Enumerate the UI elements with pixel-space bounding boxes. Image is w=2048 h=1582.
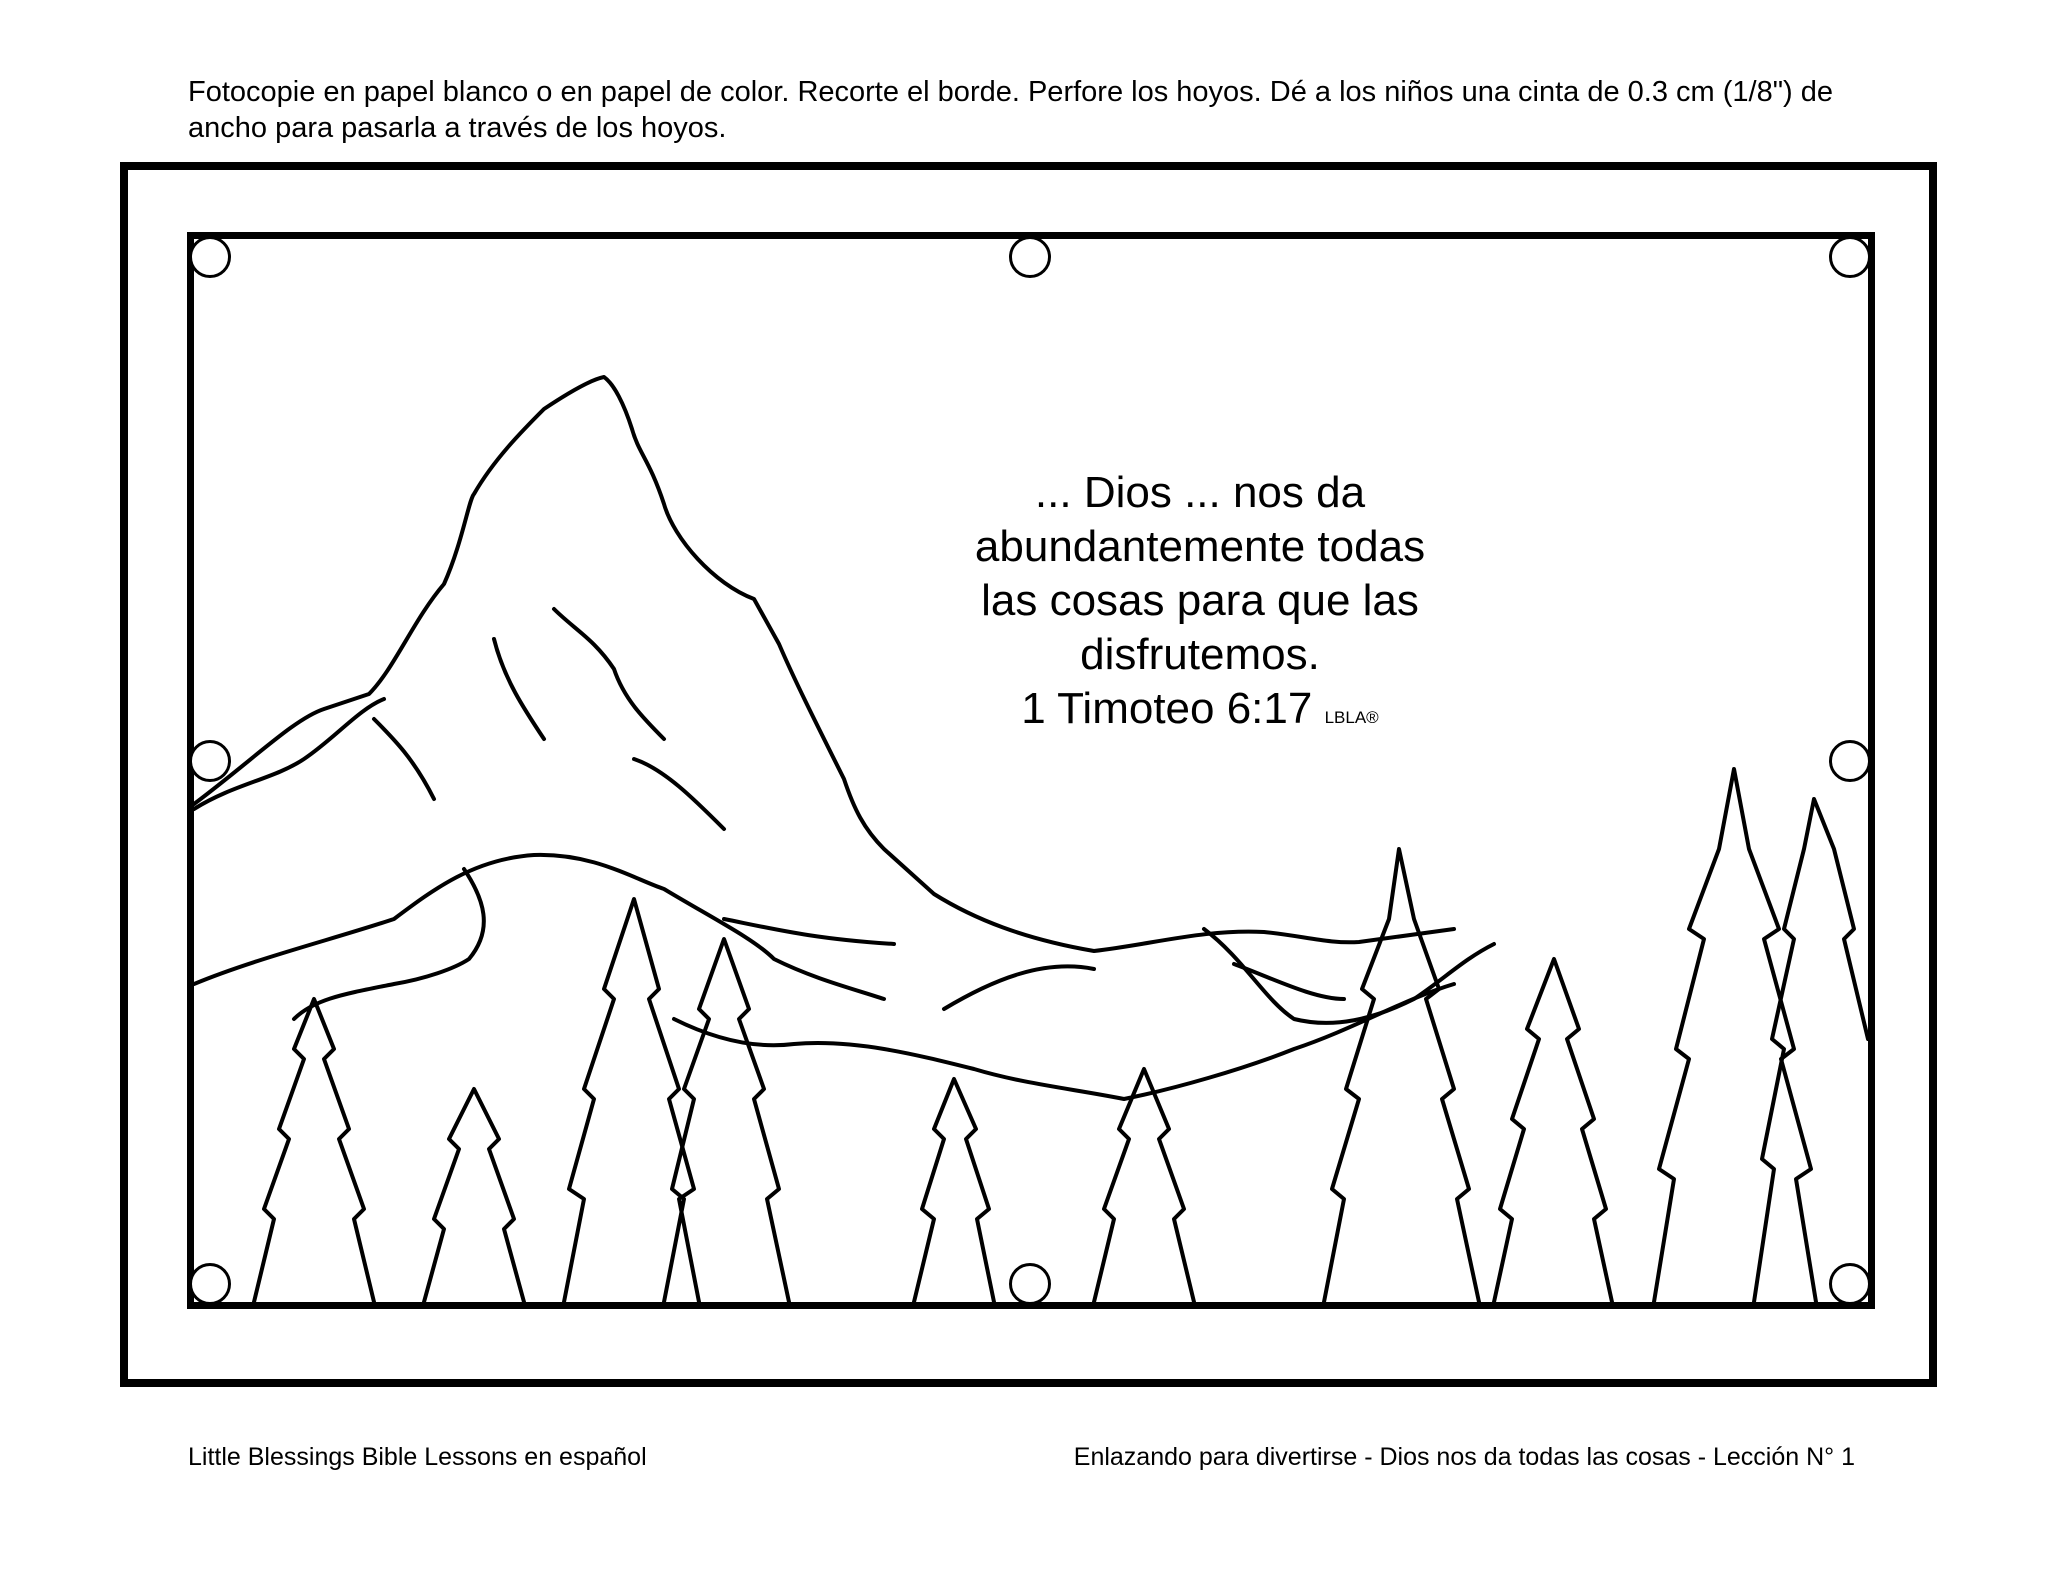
verse-line: abundantemente todas xyxy=(974,522,1426,571)
snow-streak-1 xyxy=(554,609,664,739)
verse-line: las cosas para que las xyxy=(981,576,1419,625)
coloring-frame xyxy=(187,232,1875,1309)
lacing-hole-bottom-left xyxy=(189,1263,231,1305)
lacing-hole-middle-left xyxy=(189,740,231,782)
lacing-hole-middle-right xyxy=(1829,740,1871,782)
snow-streak-2 xyxy=(494,639,544,739)
tree-right xyxy=(1324,849,1479,1302)
verse-reference: 1 Timoteo 6:17 xyxy=(1021,684,1313,733)
lacing-hole-bottom-right xyxy=(1829,1263,1871,1305)
lacing-hole-bottom-center xyxy=(1009,1263,1051,1305)
lower-hill xyxy=(194,855,884,999)
lacing-hole-top-right xyxy=(1829,236,1871,278)
tree-edge-right xyxy=(1754,799,1868,1302)
lacing-hole-top-left xyxy=(189,236,231,278)
tree-center xyxy=(664,939,789,1302)
tree-far-left xyxy=(254,999,374,1302)
instructions-text: Fotocopie en papel blanco o en papel de color. Recorte el borde. Perfore los hoyos. Dé a los niños una cinta de 0.3 cm (1/8") de ancho para pasarla a través de los hoyos. xyxy=(188,76,1833,144)
verse-reference-line xyxy=(900,682,1500,745)
snow-streak-6 xyxy=(944,966,1094,1009)
verse-line: ... Dios ... nos da xyxy=(1034,468,1366,517)
footer-lesson-title: Enlazando para divertirse - Dios nos da todas las cosas - Lección N° 1 xyxy=(1073,1443,1855,1471)
tree-mid xyxy=(914,1079,994,1302)
tree-right-2 xyxy=(1494,959,1612,1302)
footer-publisher: Little Blessings Bible Lessons en español xyxy=(188,1443,647,1471)
mountain-landscape-illustration xyxy=(194,239,1868,1302)
tree-mid-right xyxy=(1094,1069,1194,1302)
verse-line: disfrutemos. xyxy=(1080,630,1320,679)
tree-left xyxy=(424,1089,524,1302)
snow-streak-7 xyxy=(1234,964,1344,999)
tree-center-left xyxy=(564,899,699,1302)
lacing-hole-top-center xyxy=(1009,236,1051,278)
tree-far-right xyxy=(1654,769,1816,1302)
bible-verse xyxy=(900,466,1500,745)
valley-ridge xyxy=(674,984,1454,1099)
snow-streak-4 xyxy=(634,759,724,829)
snow-streak-3 xyxy=(374,719,434,799)
front-hill xyxy=(294,869,484,1019)
verse-version: LBLA® xyxy=(1324,708,1379,727)
